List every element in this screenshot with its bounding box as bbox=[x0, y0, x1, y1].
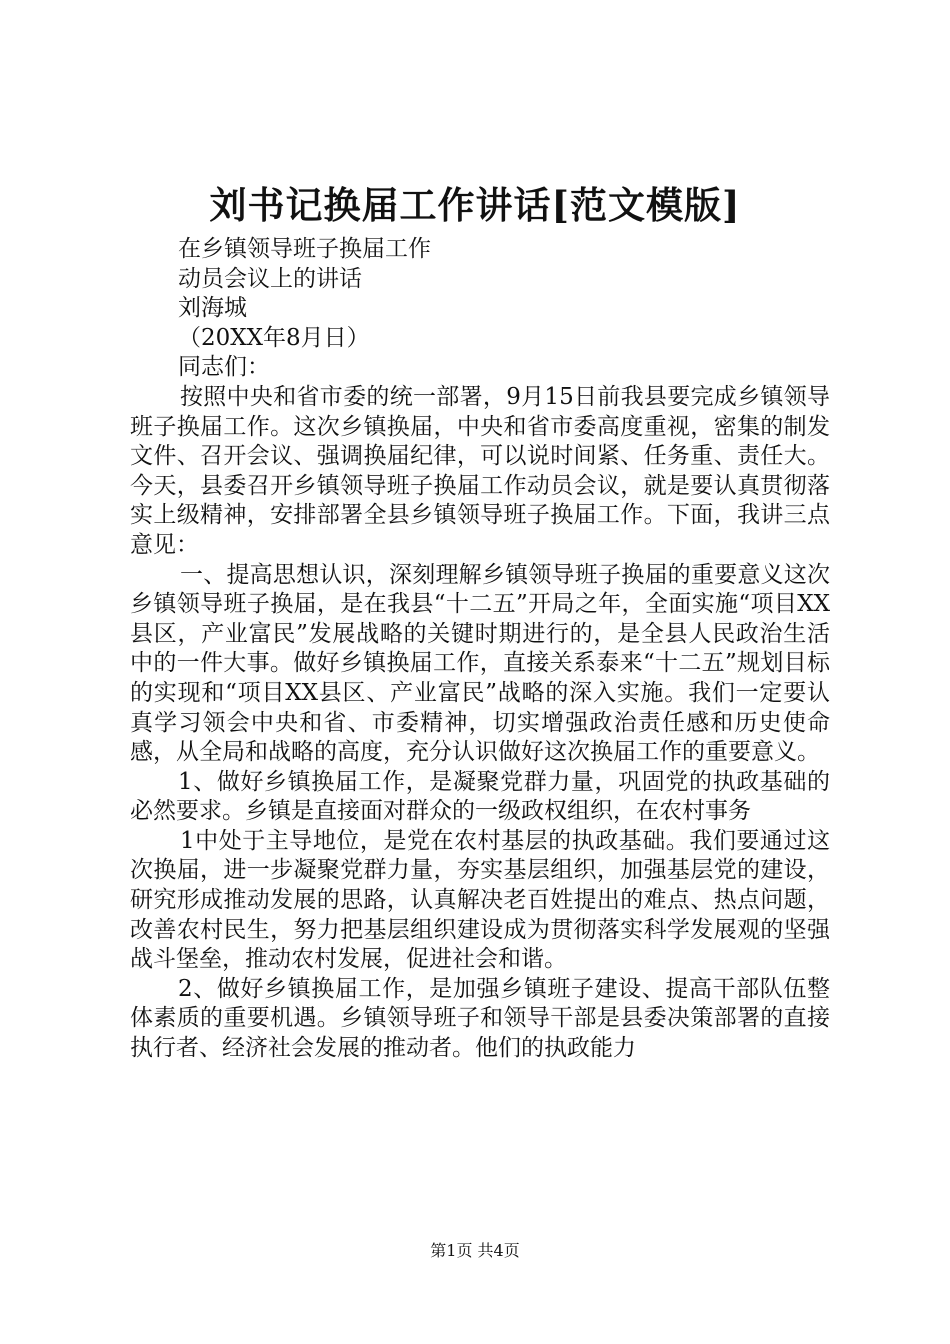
document-body bbox=[130, 235, 830, 1064]
speech-date: （20XX年8月日） bbox=[178, 324, 370, 351]
paragraph-section-one: 一、提高思想认识，深刻理解乡镇领导班子换届的重要意义这次乡镇领导班子换届，是在我县“十二五”开局之年，全面实施“项目XX县区，产业富民”发展战略的关键时期进行的，是全县人民政治生活中的一件大事。做好乡镇换届工作，直接关系泰来“十二五”规划目标的实现和“项目XX县区、产业富民”战略的深入实施。我们一定要认真学习领会中央和省、市委精神，切实增强政治责任感和历史使命感，从全局和战略的高度，充分认识做好这次换届工作的重要意义。 bbox=[130, 561, 830, 766]
paragraph-intro: 按照中央和省市委的统一部署，9月15日前我县要完成乡镇领导班子换届工作。这次乡镇换届，中央和省市委高度重视，密集的制发文件、召开会议、强调换届纪律，可以说时间紧、任务重、责任大。今天，县委召开乡镇领导班子换届工作动员会议，就是要认真贯彻落实上级精神，安排部署全县乡镇领导班子换届工作。下面，我讲三点意见： bbox=[130, 383, 830, 558]
salutation: 同志们： bbox=[178, 354, 270, 381]
page-number-footer: 第1页 共4页 bbox=[430, 1241, 520, 1260]
paragraph-point-2: 2、做好乡镇换届工作，是加强乡镇班子建设、提高干部队伍整体素质的重要机遇。乡镇领导班子和领导干部是县委决策部署的直接执行者、经济社会发展的推动者。他们的执政能力 bbox=[130, 975, 830, 1062]
document-title: 刘书记换届工作讲话[范文模版] bbox=[209, 183, 741, 227]
paragraph-point-1: 1、做好乡镇换届工作，是凝聚党群力量，巩固党的执政基础的必然要求。乡镇是直接面对群众的一级政权组织，在农村事务 bbox=[130, 768, 830, 825]
paragraph-point-1-continued: 1中处于主导地位，是党在农村基层的执政基础。我们要通过这次换届，进一步凝聚党群力量，夯实基层组织，加强基层党的建设，研究形成推动发展的思路，认真解决老百姓提出的难点、热点问题，改善农村民生，努力把基层组织建设成为贯彻落实科学发展观的坚强战斗堡垒，推动农村发展，促进社会和谐。 bbox=[130, 827, 830, 973]
speech-occasion-line-2: 动员会议上的讲话 bbox=[178, 265, 362, 292]
speech-occasion-line-1: 在乡镇领导班子换届工作 bbox=[178, 236, 431, 262]
speaker-name: 刘海城 bbox=[178, 295, 247, 322]
